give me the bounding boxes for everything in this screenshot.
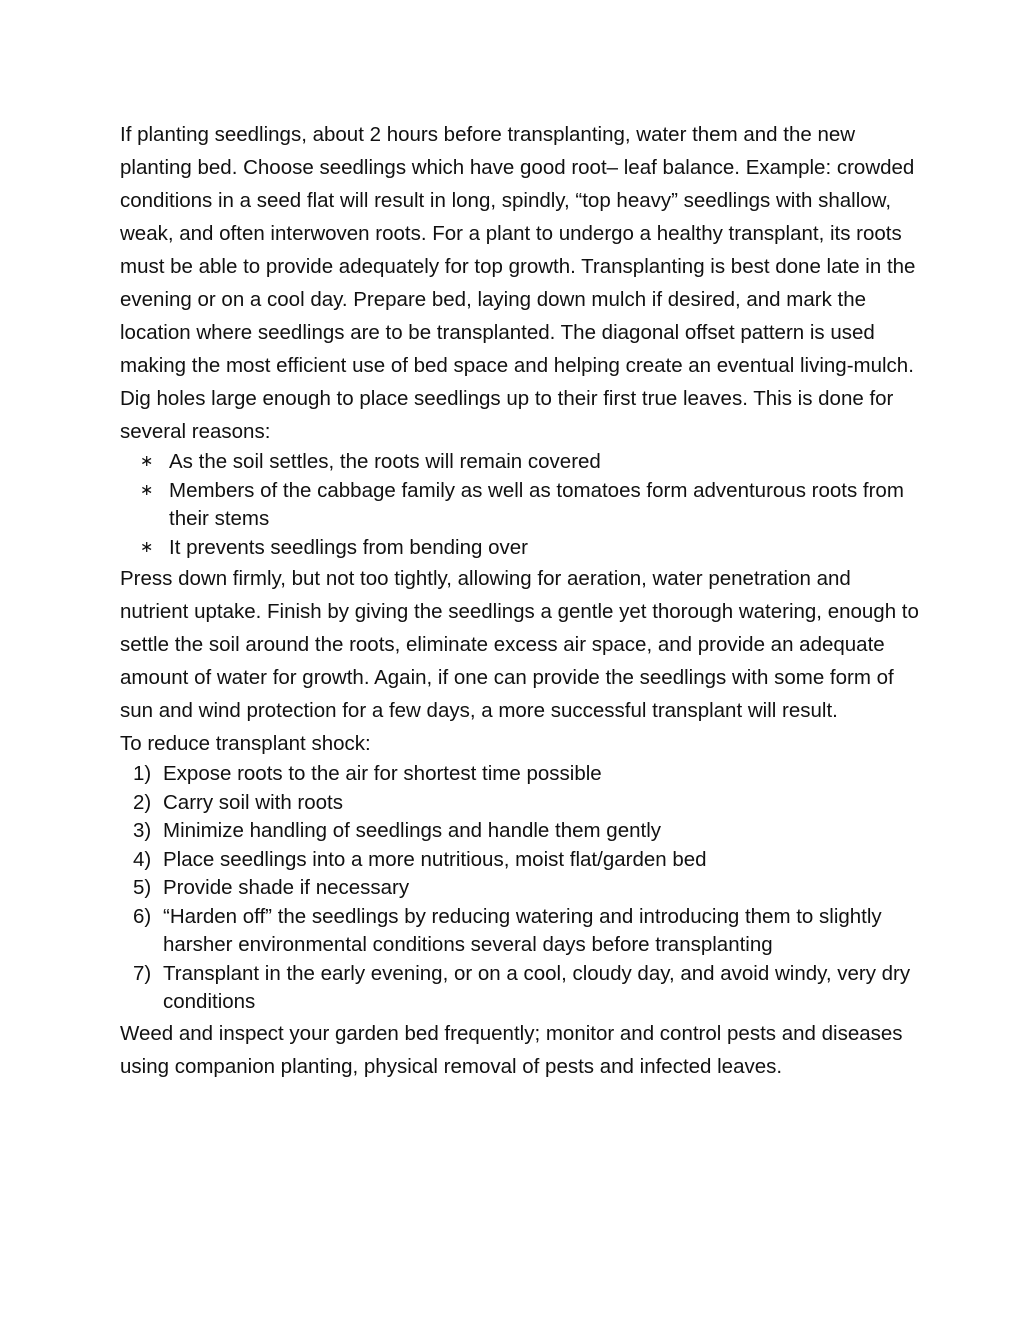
list-item [120, 760, 920, 789]
list-item-text: Members of the cabbage family as well as tomatoes form adventurous roots from their stems [169, 478, 904, 530]
list-item-text: Carry soil with roots [163, 790, 343, 814]
list-item [120, 534, 920, 563]
list-item-text: It prevents seedlings from bending over [169, 535, 528, 559]
list-item [120, 960, 920, 1017]
asterisk-bullet-icon: ∗ [140, 538, 154, 556]
asterisk-bullet-icon: ∗ [140, 453, 154, 470]
list-number: 6) [133, 904, 152, 928]
list-number: 5) [133, 876, 152, 899]
list-item [120, 448, 920, 477]
list-item [120, 477, 920, 534]
document-body [120, 118, 920, 1083]
list-number: 2) [133, 790, 152, 814]
list-number: 7) [133, 961, 152, 985]
list-number: 3) [133, 819, 152, 842]
list-item [120, 903, 920, 960]
press-paragraph: Press down firmly, but not too tightly, allowing for aeration, water penetration and nutrient uptake. Finish by giving the seedlings a gentle yet thorough watering, enough to settle the soil around the roots, eliminate excess air space, and provide an adequate amount of water for growth. Again, if one can provide the seedlings with some form of sun and wind protection for a few days, a more successful transplant will result. [120, 567, 919, 722]
shock-steps-list [120, 760, 920, 1017]
shock-heading: To reduce transplant shock: [120, 732, 371, 755]
list-item-text: Minimize handling of seedlings and handle them gently [163, 819, 662, 842]
list-item-text: Place seedlings into a more nutritious, moist flat/garden bed [163, 847, 707, 871]
intro-paragraph: If planting seedlings, about 2 hours before transplanting, water them and the new planting bed. Choose seedlings which have good root– leaf balance. Example: crowded conditions in a seed flat will result in long, spindly, “top heavy” seedlings with shallow, weak, and often interwoven roots. For a plant to undergo a healthy transplant, its roots must be able to provide adequately for top growth. Transplanting is best done late in the evening or on a cool day. Prepare bed, laying down mulch if desired, and mark the location where seedlings are to be transplanted. The diagonal offset pattern is used making the most efficient use of bed space and helping create an eventual living-mulch. Dig holes large enough to place seedlings up to their first true leaves. This is done for several reasons: [120, 123, 916, 443]
list-item-text: As the soil settles, the roots will remain covered [169, 450, 601, 473]
asterisk-bullet-icon: ∗ [140, 481, 154, 499]
reasons-list [120, 448, 920, 562]
list-item [120, 789, 920, 818]
list-item-text: Transplant in the early evening, or on a cool, cloudy day, and avoid windy, very dry conditions [163, 961, 911, 1013]
list-item-text: Provide shade if necessary [163, 876, 410, 899]
list-item-text: “Harden off” the seedlings by reducing watering and introducing them to slightly harsher environmental conditions several days before transplanting [163, 904, 882, 956]
list-item-text: Expose roots to the air for shortest time possible [163, 762, 602, 785]
closing-paragraph: Weed and inspect your garden bed frequently; monitor and control pests and diseases using companion planting, physical removal of pests and infected leaves. [120, 1021, 903, 1078]
list-number: 1) [133, 762, 152, 785]
list-item [120, 874, 920, 903]
list-item [120, 817, 920, 846]
list-number: 4) [133, 847, 152, 871]
list-item [120, 846, 920, 875]
